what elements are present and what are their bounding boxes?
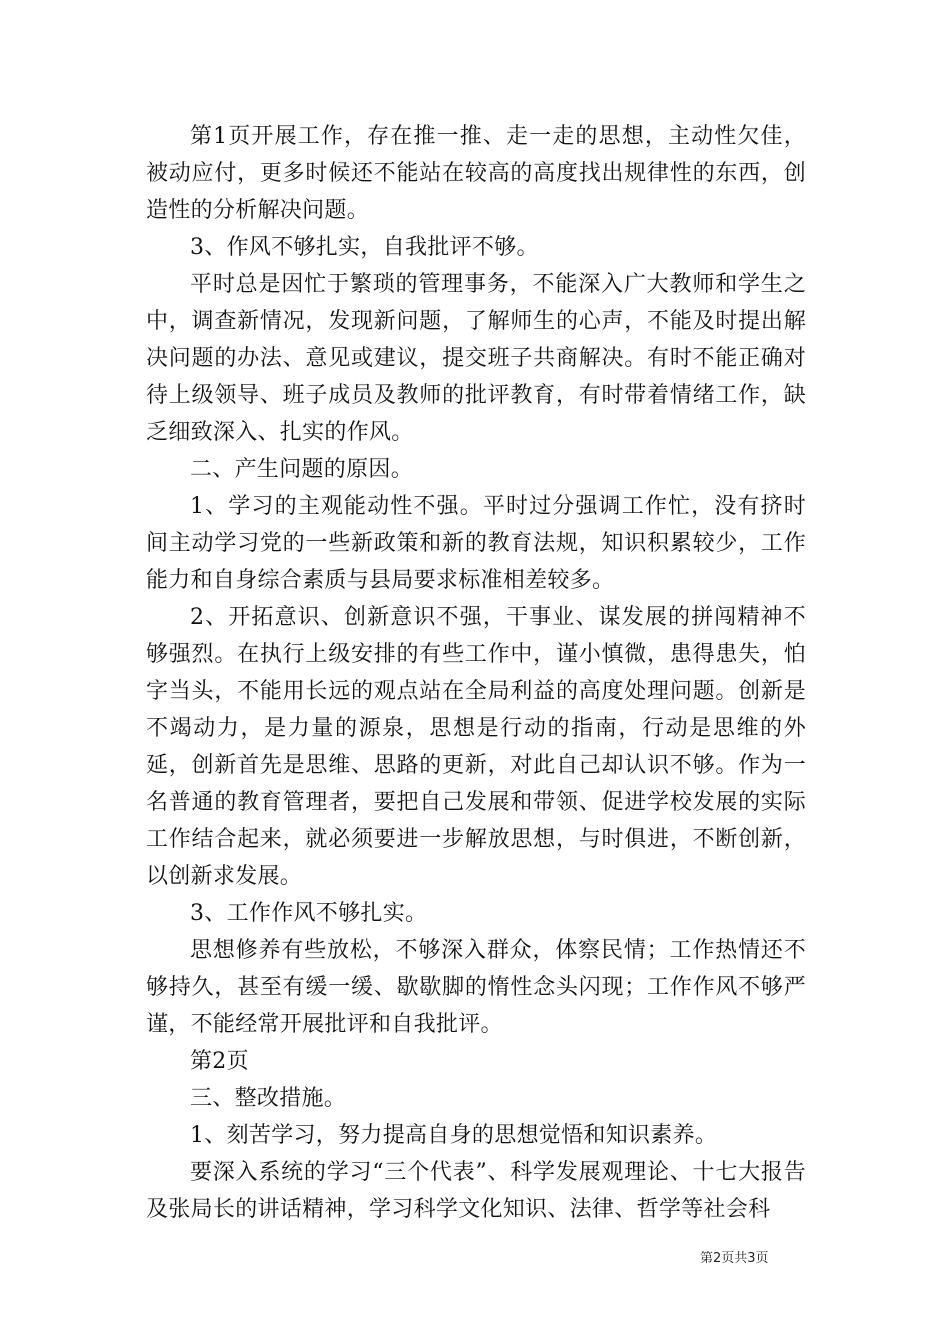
paragraph-8: 思想修养有些放松，不够深入群众，体察民情；工作热情还不够持久，甚至有缓一缓、歇歇脚的惰性念头闪现；工作作风不够严谨，不能经常开展批评和自我批评。 <box>146 938 806 1037</box>
paragraph-7: 3、工作作风不够扎实。 <box>190 901 428 926</box>
page-number-footer: 第2页共3页 <box>700 1251 769 1266</box>
paragraph-5: 1、学习的主观能动性不强。平时过分强调工作忙，没有挤时间主动学习党的一些新政策和新的教育法规，知识积累较少，工作能力和自身综合素质与县局要求标准相差较多。 <box>146 494 806 593</box>
paragraph-3: 平时总是因忙于繁琐的管理事务，不能深入广大教师和学生之中，调查新情况，发现新问题，了解师生的心声，不能及时提出解决问题的办法、意见或建议，提交班子共商解决。有时不能正确对待上级领导、班子成员及教师的批评教育，有时带着情绪工作，缺乏细致深入、扎实的作风。 <box>146 272 806 445</box>
section-heading-measures: 三、整改措施。 <box>190 1086 347 1111</box>
paragraph-2: 3、作风不够扎实，自我批评不够。 <box>190 235 539 260</box>
page-marker: 第2页 <box>190 1049 249 1074</box>
paragraph-1: 第1页开展工作，存在推一推、走一走的思想，主动性欠佳，被动应付，更多时候还不能站在较高的高度找出规律性的东西，创造性的分析解决问题。 <box>146 124 806 223</box>
paragraph-11: 1、刻苦学习，努力提高自身的思想觉悟和知识素养。 <box>190 1123 718 1148</box>
section-heading-causes: 二、产生问题的原因。 <box>190 457 414 482</box>
paragraph-6: 2、开拓意识、创新意识不强，干事业、谋发展的拼闯精神不够强烈。在执行上级安排的有些工作中，谨小慎微，患得患失，怕字当头，不能用长远的观点站在全局利益的高度处理问题。创新是不竭动力，是力量的源泉，思想是行动的指南，行动是思维的外延，创新首先是思维、思路的更新，对此自己却认识不够。作为一名普通的教育管理者，要把自己发展和带领、促进学校发展的实际工作结合起来，就必须要进一步解放思想，与时俱进，不断创新，以创新求发展。 <box>146 605 806 889</box>
paragraph-12: 要深入系统的学习“三个代表”、科学发展观理论、十七大报告及张局长的讲话精神，学习科学文化知识、法律、哲学等社会科 <box>146 1160 806 1222</box>
